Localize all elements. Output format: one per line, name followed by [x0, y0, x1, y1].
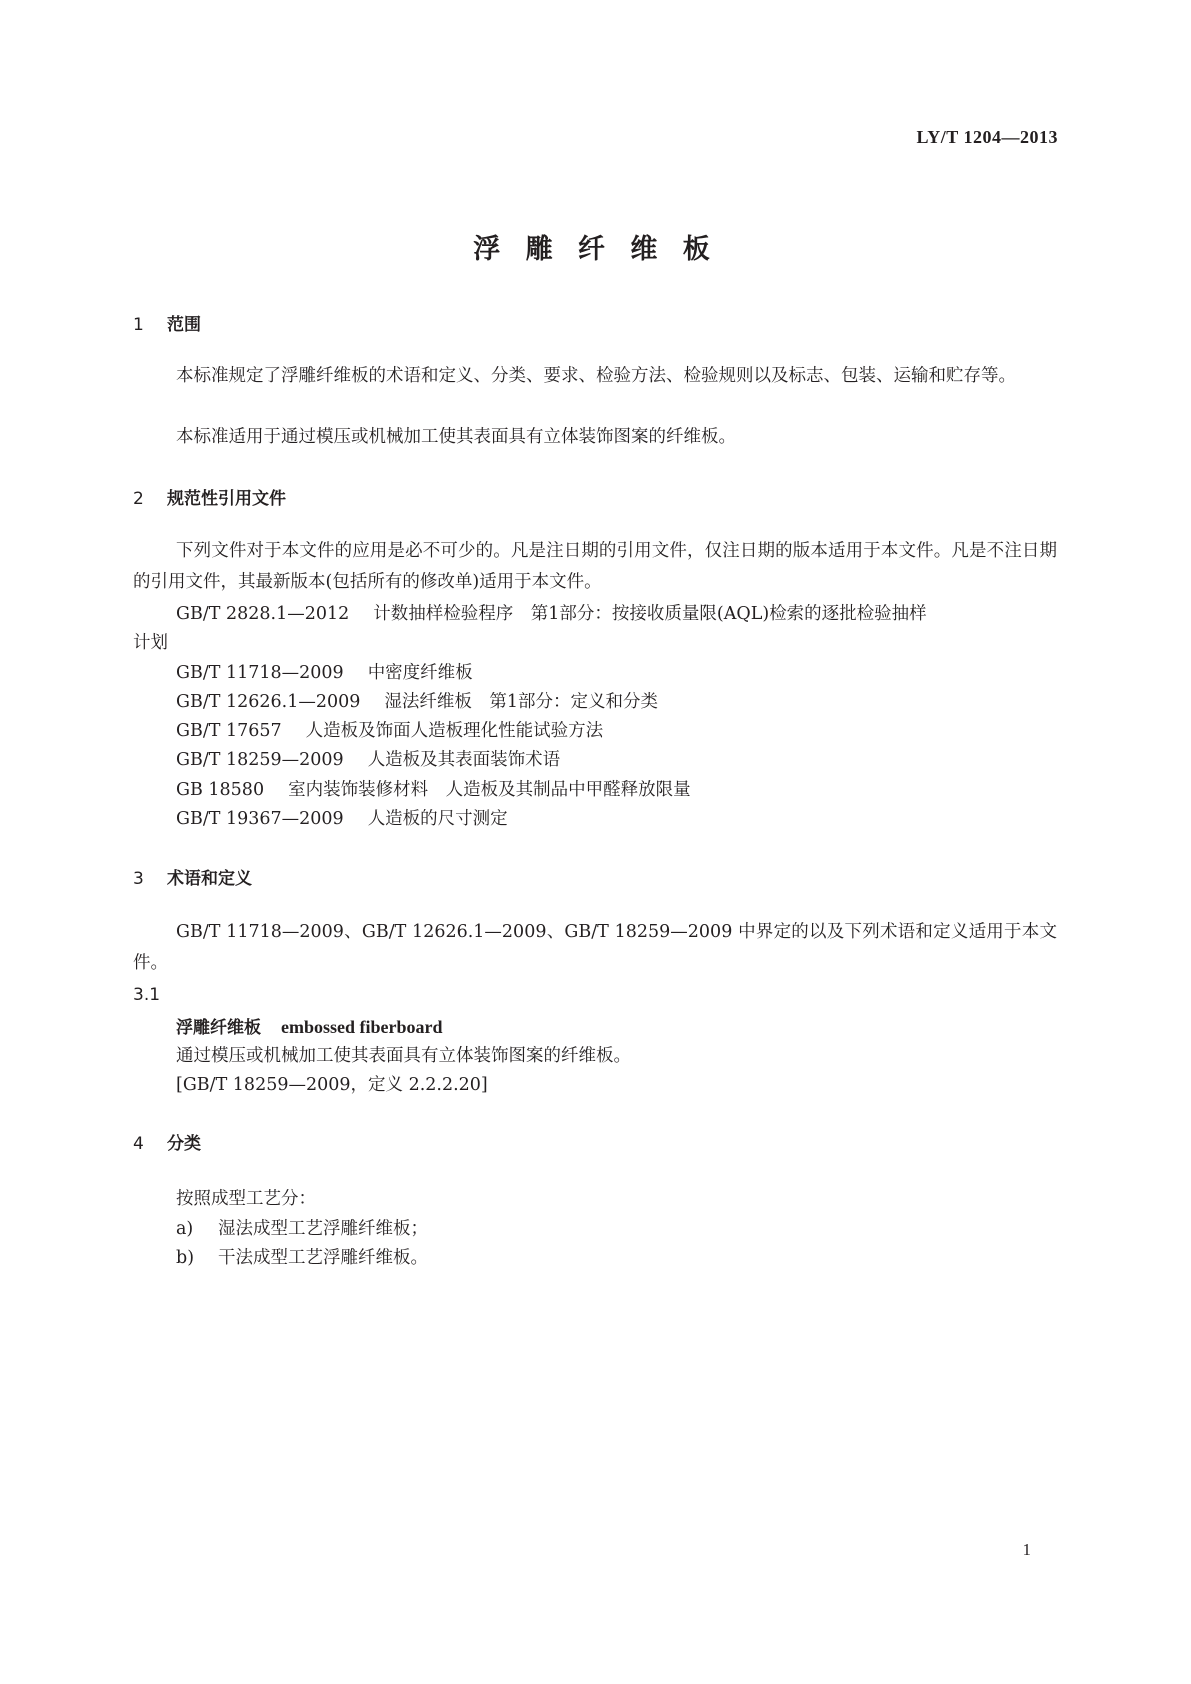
section-number: 2 [133, 489, 144, 509]
page-number: 1 [1022, 1540, 1031, 1559]
paragraph: GB/T 11718—2009、GB/T 12626.1—2009、GB/T 18259—2009 中界定的以及下列术语和定义适用于本文件。 [133, 922, 1057, 973]
reference-title: 中密度纤维板 [367, 663, 473, 683]
paragraph: 下列文件对于本文件的应用是必不可少的。凡是注日期的引用文件，仅注日期的版本适用于本文件。凡是不注日期的引用文件，其最新版本(包括所有的修改单)适用于本文件。 [133, 541, 1057, 592]
list-text: 干法成型工艺浮雕纤维板。 [218, 1248, 428, 1268]
reference-code: GB/T 18259—2009 [176, 750, 344, 770]
reference-item [176, 659, 473, 684]
document-title: 浮 雕 纤 维 板 [473, 234, 718, 265]
section-title: 术语和定义 [167, 869, 252, 889]
reference-title: 人造板及其表面装饰术语 [367, 750, 561, 770]
section-number: 4 [133, 1134, 144, 1154]
section-title: 规范性引用文件 [167, 489, 286, 509]
section-heading-4 [133, 1129, 201, 1154]
reference-item [176, 600, 927, 625]
reference-code: GB 18580 [176, 780, 265, 800]
section-number: 1 [133, 315, 144, 335]
paragraph: 本标准规定了浮雕纤维板的术语和定义、分类、要求、检验方法、检验规则以及标志、包装、运输和贮存等。 [176, 366, 1016, 386]
reference-title: 室内装饰装修材料 人造板及其制品中甲醛释放限量 [288, 780, 691, 800]
reference-title: 人造板的尺寸测定 [367, 809, 508, 829]
reference-item [176, 688, 658, 713]
section-heading-3 [133, 864, 252, 889]
list-item [176, 1244, 428, 1269]
standard-code: LY/T 1204—2013 [916, 127, 1058, 147]
section-heading-2 [133, 484, 286, 509]
paragraph: 按照成型工艺分： [176, 1189, 316, 1209]
term-definition: 通过模压或机械加工使其表面具有立体装饰图案的纤维板。 [176, 1046, 631, 1066]
reference-code: GB/T 19367—2009 [176, 809, 344, 829]
paragraph: 本标准适用于通过模压或机械加工使其表面具有立体装饰图案的纤维板。 [176, 427, 736, 447]
reference-item [176, 776, 691, 801]
reference-title: 人造板及饰面人造板理化性能试验方法 [305, 721, 604, 741]
list-marker: a) [176, 1219, 194, 1239]
reference-item [176, 805, 508, 830]
reference-item [176, 746, 560, 771]
section-title: 分类 [167, 1134, 201, 1154]
section-number: 3 [133, 869, 144, 889]
term-entry [176, 1013, 443, 1038]
reference-title: 计数抽样检验程序 第1部分：按接收质量限(AQL)检索的逐批检验抽样 [373, 604, 927, 624]
term-english: embossed fiberboard [281, 1017, 443, 1037]
reference-code: GB/T 12626.1—2009 [176, 692, 361, 712]
reference-code: GB/T 2828.1—2012 [176, 604, 350, 624]
section-heading-1 [133, 310, 201, 335]
term-number: 3.1 [133, 985, 161, 1005]
reference-title: 湿法纤维板 第1部分：定义和分类 [384, 692, 659, 712]
list-item [176, 1215, 428, 1240]
term-chinese: 浮雕纤维板 [176, 1018, 261, 1038]
reference-code: GB/T 17657 [176, 721, 282, 741]
term-source: [GB/T 18259—2009，定义 2.2.2.20] [176, 1075, 488, 1095]
list-marker: b) [176, 1248, 195, 1268]
reference-item-continuation: 计划 [133, 633, 168, 653]
reference-code: GB/T 11718—2009 [176, 663, 344, 683]
list-text: 湿法成型工艺浮雕纤维板； [218, 1219, 428, 1239]
reference-item [176, 717, 603, 742]
section-title: 范围 [167, 315, 201, 335]
